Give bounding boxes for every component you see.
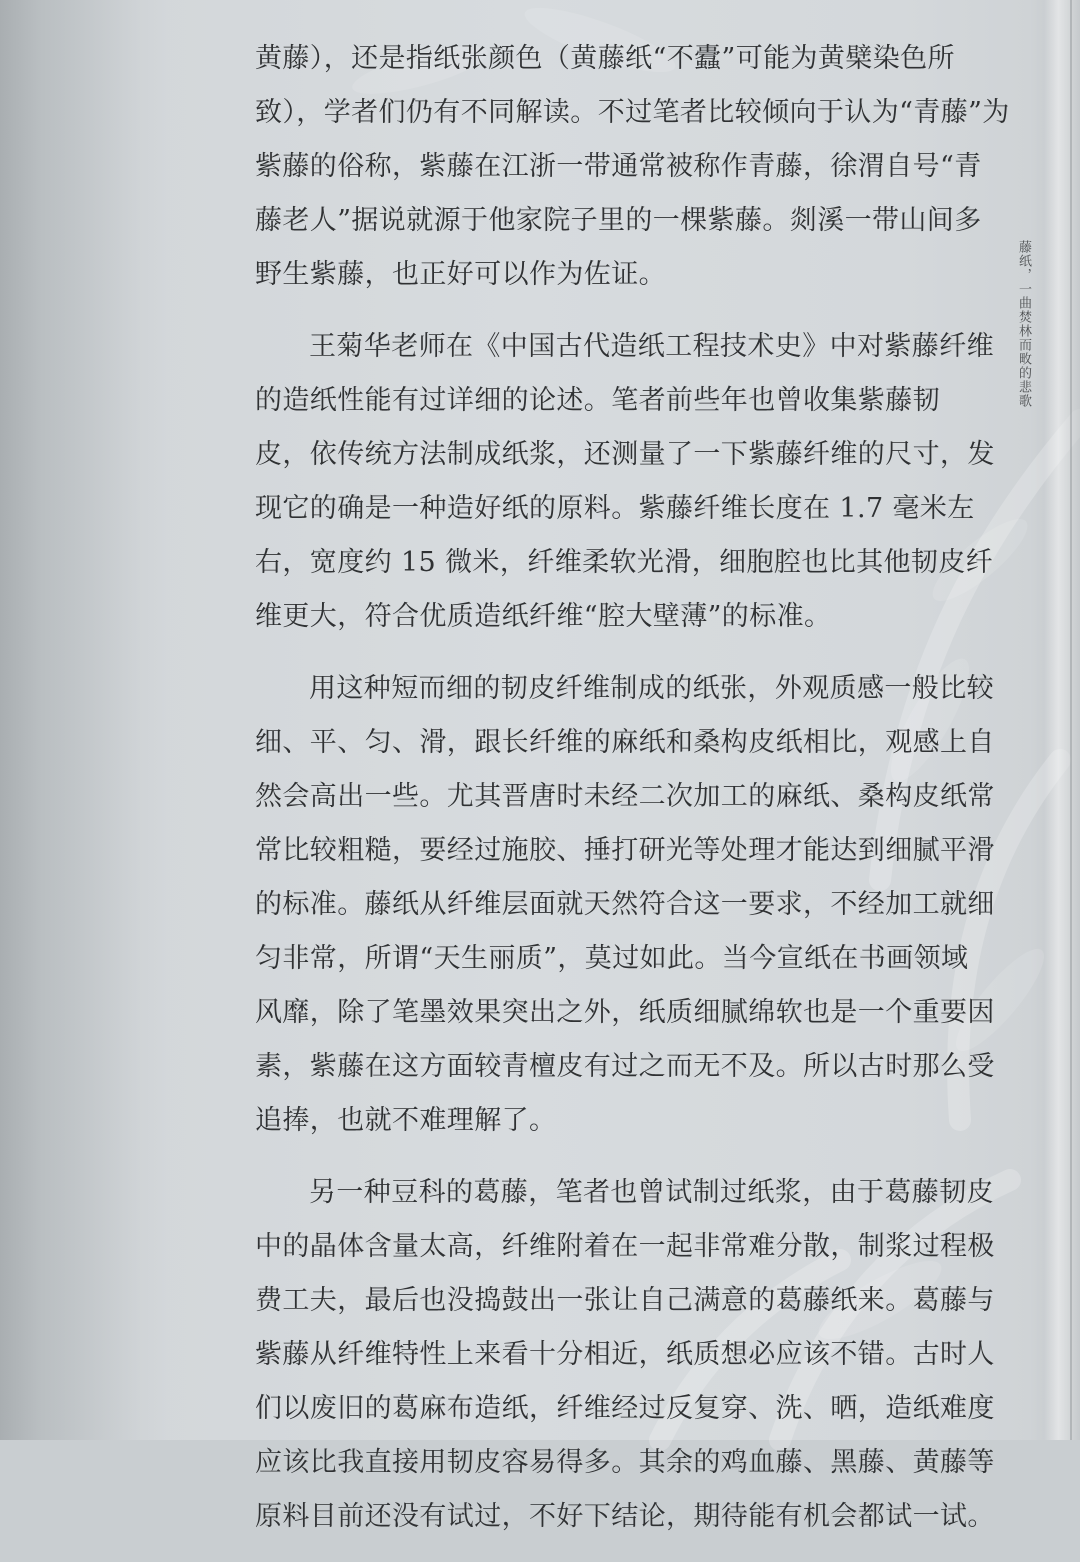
text-line: 常比较粗糙，要经过施胶、捶打研光等处理才能达到细腻平滑	[255, 835, 995, 866]
text-line: 匀非常，所谓“天生丽质”，莫过如此。当今宣纸在书画领域	[255, 943, 969, 974]
text-line: 们以废旧的葛麻布造纸，纤维经过反复穿、洗、晒，造纸难度	[255, 1393, 995, 1424]
paragraph-1	[255, 32, 1010, 302]
text-line: 的造纸性能有过详细的论述。笔者前些年也曾收集紫藤韧	[255, 385, 940, 416]
running-head-title-part2: 一曲焚林而畋的悲歌	[1016, 282, 1031, 408]
text-line: 风靡，除了笔墨效果突出之外，纸质细腻绵软也是一个重要因	[255, 997, 995, 1028]
text-line: 然会高出一些。尤其晋唐时未经二次加工的麻纸、桑构皮纸常	[255, 781, 995, 812]
paragraph-3	[255, 662, 995, 1148]
page-edge-line	[1070, 0, 1072, 1440]
text-line: 致），学者们仍有不同解读。不过笔者比较倾向于认为“青藤”为	[255, 97, 1010, 128]
running-head	[1010, 240, 1034, 408]
text-line: 另一种豆科的葛藤，笔者也曾试制过纸浆，由于葛藤韧皮	[309, 1177, 994, 1208]
text-line: 黄藤），还是指纸张颜色（黄藤纸“不蠹”可能为黄檗染色所	[255, 43, 955, 74]
text-line: 的标准。藤纸从纤维层面就天然符合这一要求，不经加工就细	[255, 889, 995, 920]
body-text	[255, 32, 1010, 1562]
running-head-title-part1: 藤纸，	[1016, 240, 1031, 282]
text-line: 素，紫藤在这方面较青檀皮有过之而无不及。所以古时那么受	[255, 1051, 995, 1082]
text-line: 野生紫藤，也正好可以作为佐证。	[255, 259, 666, 290]
page-edge	[1044, 0, 1080, 1440]
text-line: 原料目前还没有试过，不好下结论，期待能有机会都试一试。	[255, 1501, 995, 1532]
text-line: 追捧，也就不难理解了。	[255, 1105, 557, 1136]
text-line: 用这种短而细的韧皮纤维制成的纸张，外观质感一般比较	[309, 673, 994, 704]
text-line: 应该比我直接用韧皮容易得多。其余的鸡血藤、黑藤、黄藤等	[255, 1447, 995, 1478]
text-line: 紫藤从纤维特性上来看十分相近，纸质想必应该不错。古时人	[255, 1339, 995, 1370]
text-line: 费工夫，最后也没捣鼓出一张让自己满意的葛藤纸来。葛藤与	[255, 1285, 995, 1316]
paragraph-4	[255, 1166, 995, 1544]
text-line: 王菊华老师在《中国古代造纸工程技术史》中对紫藤纤维	[309, 331, 994, 362]
paragraph-2	[255, 320, 995, 644]
text-line: 细、平、匀、滑，跟长纤维的麻纸和桑构皮纸相比，观感上自	[255, 727, 995, 758]
text-line: 中的晶体含量太高，纤维附着在一起非常难分散，制浆过程极	[255, 1231, 995, 1262]
page-shadow	[0, 0, 170, 1440]
text-line: 藤老人”据说就源于他家院子里的一棵紫藤。剡溪一带山间多	[255, 205, 982, 236]
text-line: 皮，依传统方法制成纸浆，还测量了一下紫藤纤维的尺寸，发	[255, 439, 995, 470]
text-line: 现它的确是一种造好纸的原料。紫藤纤维长度在 1.7 毫米左	[255, 493, 975, 524]
text-line: 右，宽度约 15 微米，纤维柔软光滑，细胞腔也比其他韧皮纤	[255, 547, 994, 578]
text-line: 紫藤的俗称，紫藤在江浙一带通常被称作青藤，徐渭自号“青	[255, 151, 982, 182]
text-line: 维更大，符合优质造纸纤维“腔大壁薄”的标准。	[255, 601, 832, 632]
